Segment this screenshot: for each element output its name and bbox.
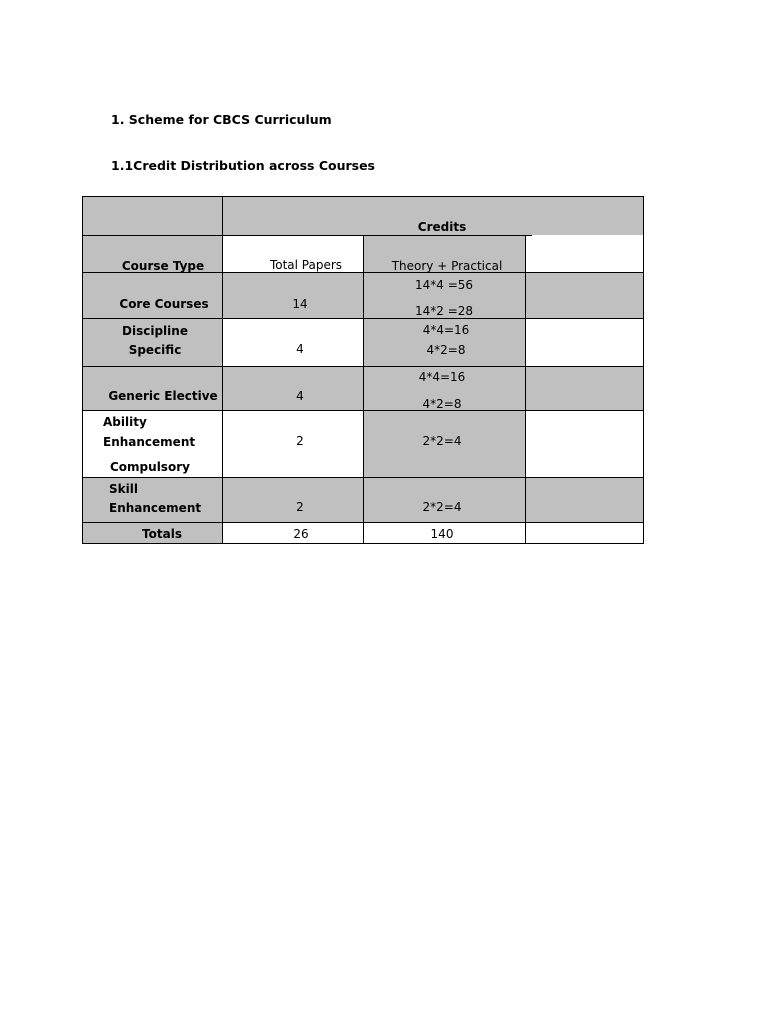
row-divider <box>82 522 644 523</box>
credit-formula: 4*2=8 <box>422 397 462 411</box>
subsection-heading: 1.1Credit Distribution across Courses <box>111 158 376 173</box>
total-papers-value: 2 <box>296 434 304 448</box>
row-divider <box>82 318 644 319</box>
row-divider <box>82 477 644 478</box>
course-type-label: Ability <box>103 415 147 429</box>
total-papers-value: 14 <box>292 297 308 311</box>
course-type-label: Generic Elective <box>108 389 218 403</box>
totals-credits: 140 <box>430 527 454 541</box>
course-type-header: Course Type <box>121 259 205 273</box>
credit-formula: 2*2=4 <box>422 500 462 514</box>
row-divider <box>82 366 644 367</box>
course-type-label: Skill <box>109 482 138 496</box>
credit-formula: 4*4=16 <box>422 323 470 337</box>
credit-formula: 14*2 =28 <box>414 304 474 318</box>
total-papers-value: 4 <box>296 342 304 356</box>
total-papers-header: Total Papers <box>269 258 343 272</box>
course-type-label: Discipline <box>122 324 188 338</box>
credit-formula: 14*4 =56 <box>414 278 474 292</box>
credits-header: Credits <box>417 220 467 234</box>
theory-practical-header: Theory + Practical <box>391 259 503 273</box>
column-divider <box>525 235 526 544</box>
totals-label: Totals <box>142 527 182 541</box>
totals-papers: 26 <box>293 527 309 541</box>
course-type-label: Specific <box>128 343 182 357</box>
credit-formula: 4*2=8 <box>426 343 466 357</box>
course-type-label: Enhancement <box>109 501 202 515</box>
course-type-label: Enhancement <box>103 435 196 449</box>
column-divider <box>363 235 364 544</box>
section-heading: 1. Scheme for CBCS Curriculum <box>111 112 332 127</box>
credit-formula: 2*2=4 <box>422 434 462 448</box>
total-papers-value: 4 <box>296 389 304 403</box>
row-divider <box>82 235 532 236</box>
total-papers-value: 2 <box>296 500 304 514</box>
course-type-label: Compulsory <box>110 460 190 474</box>
row-divider <box>82 410 644 411</box>
credit-formula: 4*4=16 <box>418 370 466 384</box>
column-divider <box>222 196 223 544</box>
course-type-label: Core Courses <box>119 297 209 311</box>
